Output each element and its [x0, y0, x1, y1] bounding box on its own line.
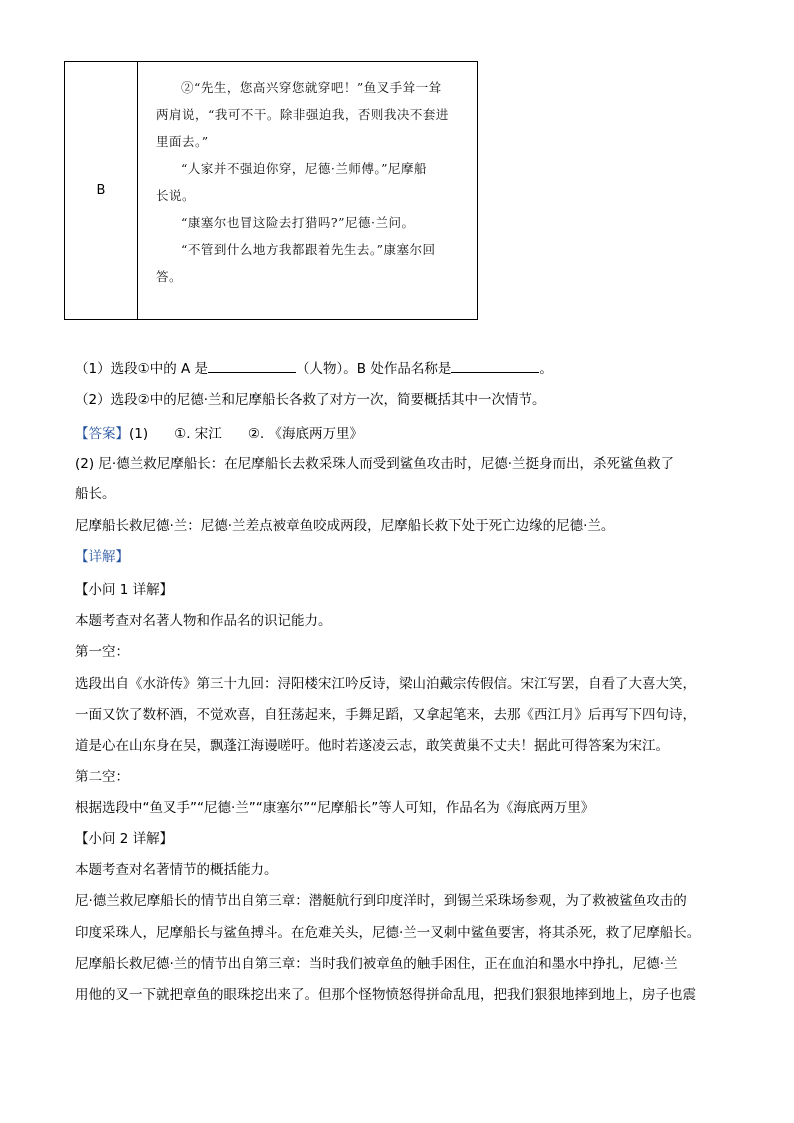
sub-question-1-heading: 【小问 1 详解】 — [75, 582, 174, 598]
passage-table — [64, 61, 478, 320]
passage-line: 里面去。” — [156, 134, 209, 149]
table-passage-cell — [138, 62, 477, 319]
detail-line: 尼摩船长救尼德·兰的情节出自第三章：当时我们被章鱼的触手困住，正在血泊和墨水中挣扎，尼德·兰 — [75, 956, 678, 972]
passage-line: 长说。 — [156, 188, 196, 203]
detail-line: 本题考查对名著人物和作品名的识记能力。 — [75, 613, 332, 629]
answer-line: 尼摩船长救尼德·兰：尼德·兰差点被章鱼咬成两段，尼摩船长救下处于死亡边缘的尼德·兰。 — [75, 518, 615, 534]
detail-line: 尼·德兰救尼摩船长的情节出自第三章：潜艇航行到印度洋时，到锡兰采珠场参观，为了救被鲨鱼攻击的 — [75, 893, 687, 909]
detail-line: 一面又饮了数杯酒，不觉欢喜，自狂荡起来，手舞足蹈，又拿起笔来，去那《西江月》后再写下四句诗， — [75, 707, 696, 723]
detail-line: 选段出自《水浒传》第三十九回：浔阳楼宋江吟反诗，梁山泊戴宗传假信。宋江写罢，自看了大喜大笑， — [75, 676, 696, 692]
passage-line: ②“先生，您高兴穿您就穿吧！”鱼叉手耸一耸 — [181, 80, 442, 95]
answer-blank — [451, 359, 539, 373]
detail-line: 第二空： — [75, 769, 129, 785]
answer-option-2: ②. 《海底两万里》 — [247, 426, 363, 442]
sub-question-2-heading: 【小问 2 详解】 — [75, 831, 174, 847]
passage-line: 答。 — [156, 269, 183, 284]
answer-option-1: ①. 宋江 — [174, 426, 222, 442]
answer-blank — [208, 359, 296, 373]
answer-line: (2) 尼·德兰救尼摩船长：在尼摩船长去救采珠人而受到鲨鱼攻击时，尼德·兰挺身而出，杀死鲨鱼救了 — [75, 456, 674, 472]
table-label-cell: B — [65, 62, 138, 319]
passage-line: “人家并不强迫你穿，尼德·兰师傅。”尼摩船 — [181, 161, 428, 176]
answer-tag: 【答案】 — [75, 426, 129, 442]
passage-line: 两肩说，“我可不干。除非强迫我，否则我决不套进 — [156, 107, 449, 122]
detail-line: 道是心在山东身在吴，飘蓬江海谩嗟吁。他时若遂凌云志，敢笑黄巢不丈夫！据此可得答案为宋江。 — [75, 738, 669, 754]
passage-line: “不管到什么地方我都跟着先生去。”康塞尔回 — [181, 242, 436, 257]
detail-heading: 【详解】 — [75, 549, 129, 565]
question-2: （2）选段②中的尼德·兰和尼摩船长各救了对方一次，简要概括其中一次情节。 — [75, 392, 546, 408]
detail-line: 印度采珠人，尼摩船长与鲨鱼搏斗。在危难关头，尼德·兰一叉刺中鲨鱼要害，将其杀死，救了尼摩船长。 — [75, 925, 701, 941]
detail-line: 根据选段中“鱼叉手”“尼德·兰”“康塞尔”“尼摩船长”等人可知，作品名为《海底两万里》 — [75, 800, 595, 816]
detail-line: 第一空： — [75, 644, 129, 660]
answer-part1: 【答案】(1) ①. 宋江 ②. 《海底两万里》 — [75, 426, 363, 442]
detail-line: 用他的叉一下就把章鱼的眼珠挖出来了。但那个怪物愤怒得拼命乱甩，把我们狠狠地摔到地上，房子也震 — [75, 987, 696, 1003]
detail-line: 本题考查对名著情节的概括能力。 — [75, 862, 278, 878]
question-1: （1）选段①中的 A 是 （人物）。B 处作品名称是 。 — [75, 361, 553, 377]
answer-line: 船长。 — [75, 486, 116, 502]
passage-line: “康塞尔也冒这险去打猎吗?”尼德·兰问。 — [181, 215, 415, 230]
